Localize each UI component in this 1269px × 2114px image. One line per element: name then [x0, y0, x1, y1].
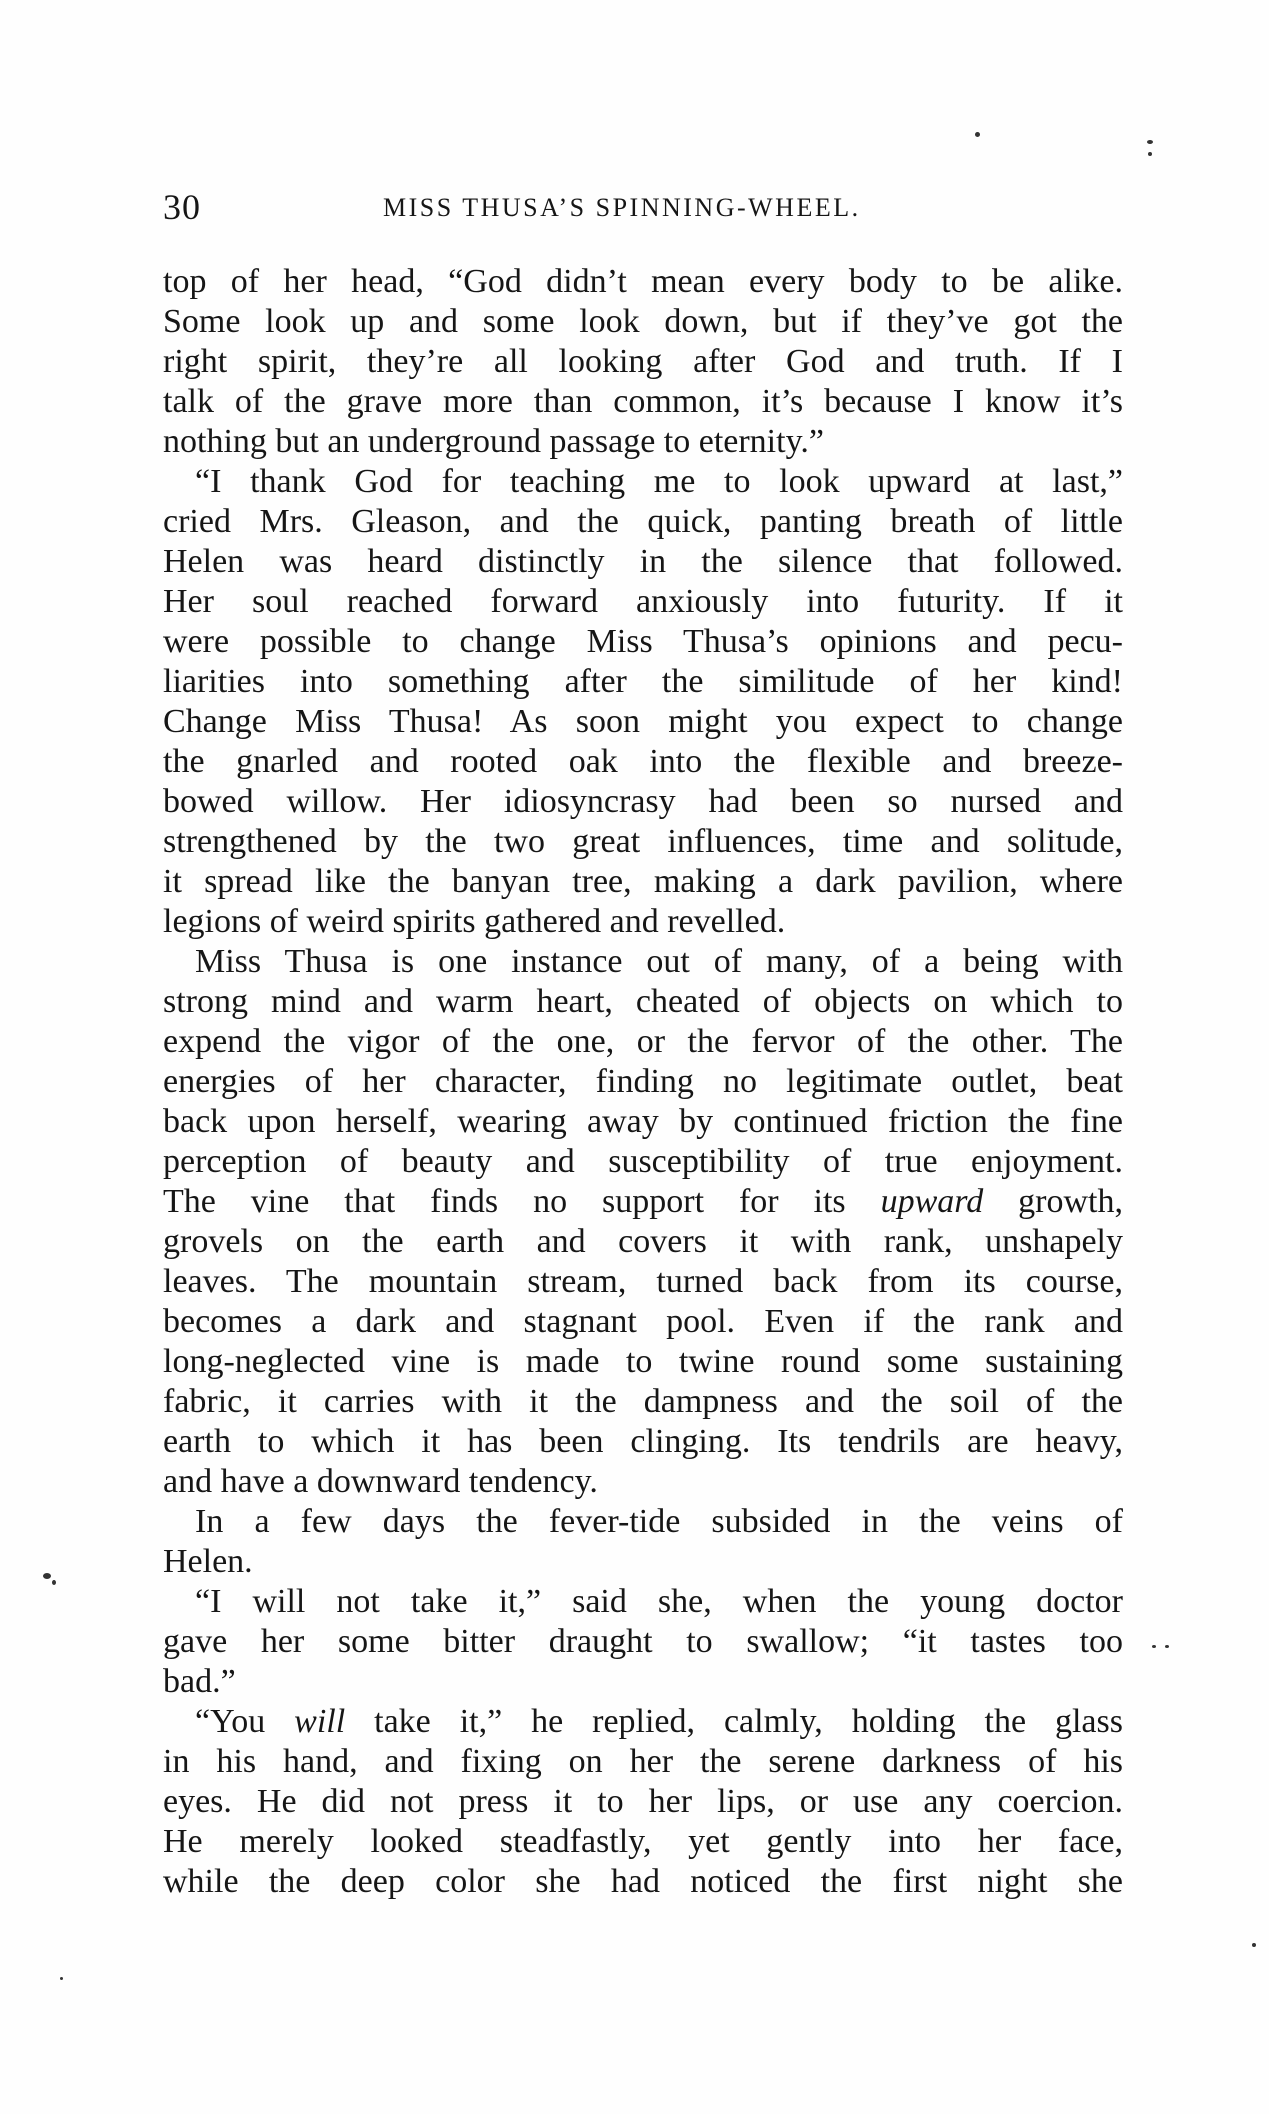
scan-speck	[1165, 1645, 1169, 1648]
text-line: eyes. He did not press it to her lips, or use any coercion.	[163, 1783, 1123, 1820]
text-line: were possible to change Miss Thusa’s opinions and pecu-	[163, 623, 1123, 660]
text-run: “You	[195, 1703, 295, 1740]
text-line: liarities into something after the similitude of her kind!	[163, 663, 1123, 700]
text-line: earth to which it has been clinging. Its tendrils are heavy,	[163, 1423, 1123, 1460]
text-line: perception of beauty and susceptibility of true enjoyment.	[163, 1143, 1123, 1180]
text-line: it spread like the banyan tree, making a dark pavilion, where	[163, 863, 1123, 900]
text-line: energies of her character, finding no legitimate outlet, beat	[163, 1063, 1123, 1100]
text-line: while the deep color she had noticed the first night she	[163, 1863, 1123, 1900]
text-line: Some look up and some look down, but if they’ve got the	[163, 303, 1123, 340]
text-line: Miss Thusa is one instance out of many, of a being with	[195, 943, 1123, 980]
text-line: strengthened by the two great influences, time and solitude,	[163, 823, 1123, 860]
text-line	[163, 1182, 1123, 1222]
scan-speck	[1252, 1943, 1256, 1947]
text-line: nothing but an underground passage to eternity.”	[163, 423, 824, 460]
page-header	[163, 180, 1123, 240]
text-line: expend the vigor of the one, or the fervor of the other. The	[163, 1023, 1123, 1060]
text-line: Her soul reached forward anxiously into futurity. If it	[163, 583, 1123, 620]
text-run: take it,” he replied, calmly, holding the glass	[345, 1703, 1123, 1740]
text-line: He merely looked steadfastly, yet gently into her face,	[163, 1823, 1123, 1860]
text-line: legions of weird spirits gathered and revelled.	[163, 903, 786, 940]
text-line: “I thank God for teaching me to look upward at last,”	[195, 463, 1123, 500]
emphasis-text: will	[294, 1703, 346, 1740]
scan-speck	[1152, 1645, 1156, 1648]
scan-speck	[52, 1580, 56, 1585]
text-line: gave her some bitter draught to swallow; “it tastes too	[163, 1623, 1123, 1660]
text-line: the gnarled and rooted oak into the flexible and breeze-	[163, 743, 1123, 780]
text-run: The vine that finds no support for its	[163, 1183, 881, 1220]
text-line: becomes a dark and stagnant pool. Even if the rank and	[163, 1303, 1123, 1340]
text-line: leaves. The mountain stream, turned back from its course,	[163, 1263, 1123, 1300]
scan-speck	[43, 1573, 51, 1579]
text-line: “I will not take it,” said she, when the young doctor	[195, 1583, 1123, 1620]
text-line: top of her head, “God didn’t mean every body to be alike.	[163, 263, 1123, 300]
text-line: back upon herself, wearing away by continued friction the fine	[163, 1103, 1123, 1140]
text-line: long-neglected vine is made to twine round some sustaining	[163, 1343, 1123, 1380]
scan-speck	[975, 132, 980, 137]
text-line: Helen.	[163, 1543, 253, 1580]
text-line: Change Miss Thusa! As soon might you expect to change	[163, 703, 1123, 740]
text-line: Helen was heard distinctly in the silence that followed.	[163, 543, 1123, 580]
text-line: talk of the grave more than common, it’s because I know it’s	[163, 383, 1123, 420]
scan-speck	[60, 1977, 63, 1980]
text-line: bowed willow. Her idiosyncrasy had been so nursed and	[163, 783, 1123, 820]
text-line	[163, 1702, 1123, 1742]
running-title: MISS THUSA’S SPINNING-WHEEL.	[383, 193, 861, 222]
scan-speck	[1147, 140, 1153, 144]
text-line: in his hand, and fixing on her the serene darkness of his	[163, 1743, 1123, 1780]
scan-speck	[1148, 152, 1152, 156]
page-number: 30	[163, 187, 201, 227]
text-line: right spirit, they’re all looking after God and truth. If I	[163, 343, 1123, 380]
text-line: bad.”	[163, 1663, 236, 1700]
text-line: In a few days the fever-tide subsided in the veins of	[195, 1503, 1123, 1540]
text-line: fabric, it carries with it the dampness and the soil of the	[163, 1383, 1123, 1420]
body-text	[163, 262, 1123, 1902]
text-line: strong mind and warm heart, cheated of objects on which to	[163, 983, 1123, 1020]
text-line: and have a downward tendency.	[163, 1463, 598, 1500]
text-line: grovels on the earth and covers it with rank, unshapely	[163, 1223, 1123, 1260]
emphasis-text: upward	[880, 1183, 984, 1220]
text-run: growth,	[983, 1183, 1124, 1220]
text-line: cried Mrs. Gleason, and the quick, panting breath of little	[163, 503, 1123, 540]
